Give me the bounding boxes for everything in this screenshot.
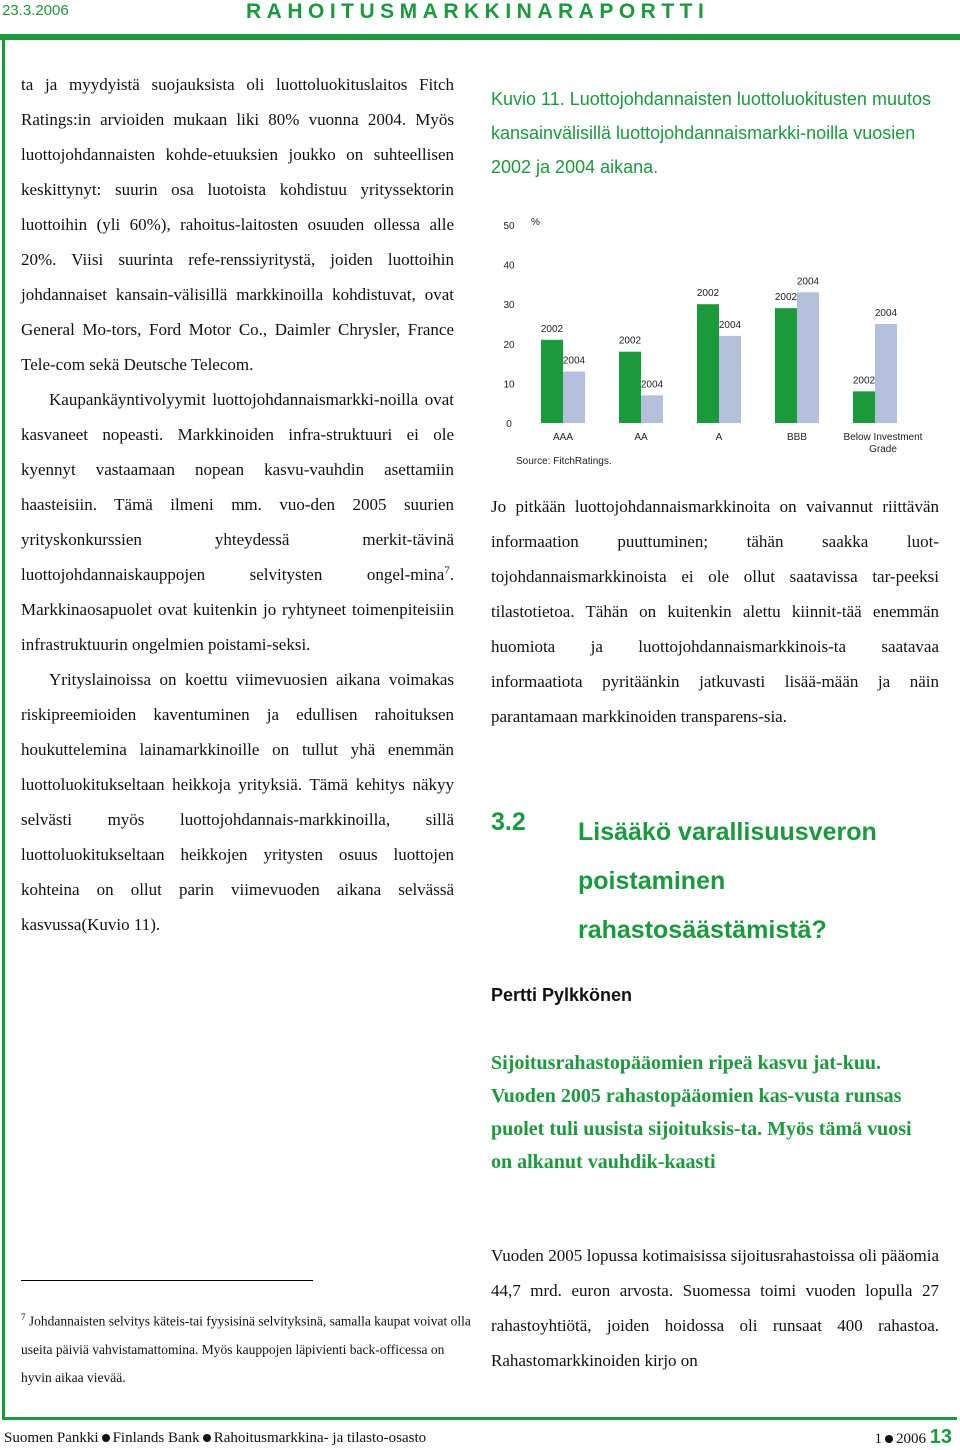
lead-paragraph: Sijoitusrahastopääomien ripeä kasvu jat-kuu. Vuoden 2005 rahastopääomien kas-vusta runsas puolet tuli uusista sijoituksis-ta. Myös tämä vuosi on alkanut vauhdik-kaasti — [491, 1052, 912, 1173]
bar-label: 2002 — [852, 375, 876, 387]
footer-department: Rahoitusmarkkina- ja tilasto-osasto — [213, 1430, 427, 1446]
bar-chart — [491, 200, 931, 470]
y-tick-label: 20 — [503, 339, 515, 351]
bar-2002 — [853, 391, 875, 423]
header-title: RAHOITUSMARKKINARAPORTTI — [246, 0, 710, 23]
header-date: 23.3.2006 — [2, 2, 69, 19]
footer-bank-fi: Suomen Pankki — [4, 1430, 99, 1446]
bar-2004 — [719, 336, 741, 423]
y-tick-label: 40 — [503, 260, 515, 272]
footnote — [21, 1303, 471, 1392]
right-column-continued — [491, 1238, 939, 1378]
x-tick-label: A — [715, 432, 723, 443]
left-column — [21, 67, 454, 942]
left-paragraph-1: ta ja myydyistä suojauksista oli luottoluokituslaitos Fitch Ratings:in arvioiden mukaan liki 80% vuonna 2004. Myös luottojohdannaisten kohde-etuuksien joukko on suhteellisen keskittynyt: suurin osa luotoista kohdistuu yrityssektorin luottoihin (yli 60%), rahoitus-laitosten osuuden ollessa alle 20%. Viisi suurinta refe-renssiyritystä, joiden luottoihin johdannaiset kansain-välisillä markkinoilla kohdistuvat, ovat General Mo-tors, Ford Motor Co., Daimler Chrysler, France Tele-com sekä Deutsche Telecom. — [21, 75, 454, 374]
bar-label: 2002 — [774, 292, 798, 304]
left-paragraph-2-tail: . Markkinaosapuolet ovat kuitenkin jo ryhtyneet toimenpiteisiin infrastruktuurin ongelmien poistami-seksi. — [21, 565, 454, 654]
y-tick-label: 50 — [503, 221, 515, 232]
section-number: 3.2 — [491, 808, 526, 836]
bar-label: 2004 — [562, 355, 586, 367]
footer-issue — [875, 1426, 953, 1449]
header-rule — [0, 34, 960, 40]
bar-label: 2002 — [696, 288, 720, 300]
bar-2004 — [797, 292, 819, 423]
bar-label: 2002 — [618, 335, 642, 347]
page-number: 13 — [929, 1426, 952, 1448]
bar-label: 2004 — [718, 319, 742, 331]
y-unit-label: % — [531, 217, 540, 228]
x-tick-label: AA — [634, 432, 648, 443]
bar-label: 2004 — [796, 276, 820, 288]
right-paragraph-1: Jo pitkään luottojohdannaismarkkinoita on vaivannut riittävän informaation puuttuminen; tähän saakka luot-tojohdannaismarkkinoista ei ole ollut saatavissa tar-peeksi tilastotietoa. Tähän on kuitenkin alettu kiinnit-tää enemmän huomiota ja luottojohdannaismarkkinois-ta saatavaa informaatiota pyritäänkin jatkuvasti lisää-mään ja näin parantamaan markkinoiden transparens-sia. — [491, 497, 939, 726]
footer-bank-sv: Finlands Bank — [112, 1430, 200, 1446]
figure-caption: Kuvio 11. Luottojohdannaisten luottoluokitusten muutos kansainvälisillä luottojohdannaismarkki-noilla vuosien 2002 ja 2004 aikana. — [491, 89, 931, 177]
section-title: Lisääkö varallisuusveron poistaminen rahastosäästämistä? — [578, 818, 877, 944]
bar-label: 2004 — [640, 379, 664, 391]
chart-source: Source: FitchRatings. — [516, 456, 612, 467]
bar-2002 — [697, 304, 719, 423]
y-tick-label: 10 — [503, 379, 515, 391]
bar-2002 — [775, 308, 797, 423]
y-tick-label: 0 — [506, 419, 512, 430]
bar-2004 — [875, 324, 897, 423]
footnote-rule — [21, 1280, 313, 1281]
footer-issue-number: 1 — [874, 1431, 882, 1447]
footer-rule — [2, 1417, 957, 1420]
x-tick-label: AAA — [552, 432, 574, 443]
footnote-ref[interactable]: 7 — [444, 564, 450, 577]
bullet-icon — [203, 1434, 211, 1442]
bar-2002 — [541, 340, 563, 423]
footnote-text: Johdannaisten selvitys käteis-tai fyysisinä selvityksinä, samalla kaupat voivat olla useita päiviä vahvistamattomina. Myös kauppojen läpivienti back-officessa on hyvin aikaa vievää. — [21, 1313, 471, 1385]
bar-label: 2002 — [540, 323, 564, 335]
x-tick-label: Below Investment — [843, 432, 923, 443]
author-name: Pertti Pylkkönen — [491, 985, 633, 1005]
right-paragraph-2: Vuoden 2005 lopussa kotimaisissa sijoitusrahastoissa oli pääomia 44,7 mrd. euron arvosta. Suomessa toimi vuoden lopulla 27 rahastoyhtiötä, joiden hoidossa oli runsaat 400 rahastoa. Rahastomarkkinoiden kirjo on — [491, 1246, 939, 1370]
bullet-icon — [102, 1434, 110, 1442]
footer-publisher — [4, 1430, 426, 1447]
y-tick-label: 30 — [503, 300, 515, 312]
x-tick-label: BBB — [786, 432, 808, 443]
bar-label: 2004 — [874, 308, 898, 319]
left-margin-rule — [2, 40, 5, 1418]
x-tick-label: Grade — [869, 444, 897, 455]
left-paragraph-2-text: Kaupankäyntivolyymit luottojohdannaismarkki-noilla ovat kasvaneet nopeasti. Markkinoiden infra-struktuuri ei ole kyennyt vastaamaan nopean kasvu-vauhdin asettamiin haasteisiin. Tämä ilmeni mm. vuo-den 2005 suurien yrityskonkurssien yhteydessä merkit-tävinä luottojohdannaiskauppojen selvitysten ongel-mina — [21, 390, 454, 584]
bar-2004 — [563, 372, 585, 423]
bar-2004 — [641, 395, 663, 423]
bar-2002 — [619, 352, 641, 423]
right-column — [491, 489, 939, 734]
footer-year: 2006 — [896, 1431, 926, 1447]
left-paragraph-2 — [21, 382, 454, 662]
bullet-icon — [885, 1435, 893, 1443]
left-paragraph-3: Yrityslainoissa on koettu viimevuosien aikana voimakas riskipreemioiden kaventuminen ja edullisen rahoituksen houkuttelemina lainamarkkinoille on tullut yhä enemmän luottoluokitukseltaan heikkoja yrityksiä. Tämä kehitys näkyy selvästi myös luottojohdannais-markkinoilla, sillä luottoluokitukseltaan heikkojen yritysten osuus luottojen kohteina on ollut parin viimevuoden aikana selvässä kasvussa(Kuvio 11). — [21, 670, 454, 934]
footnote-number: 7 — [21, 1312, 26, 1322]
